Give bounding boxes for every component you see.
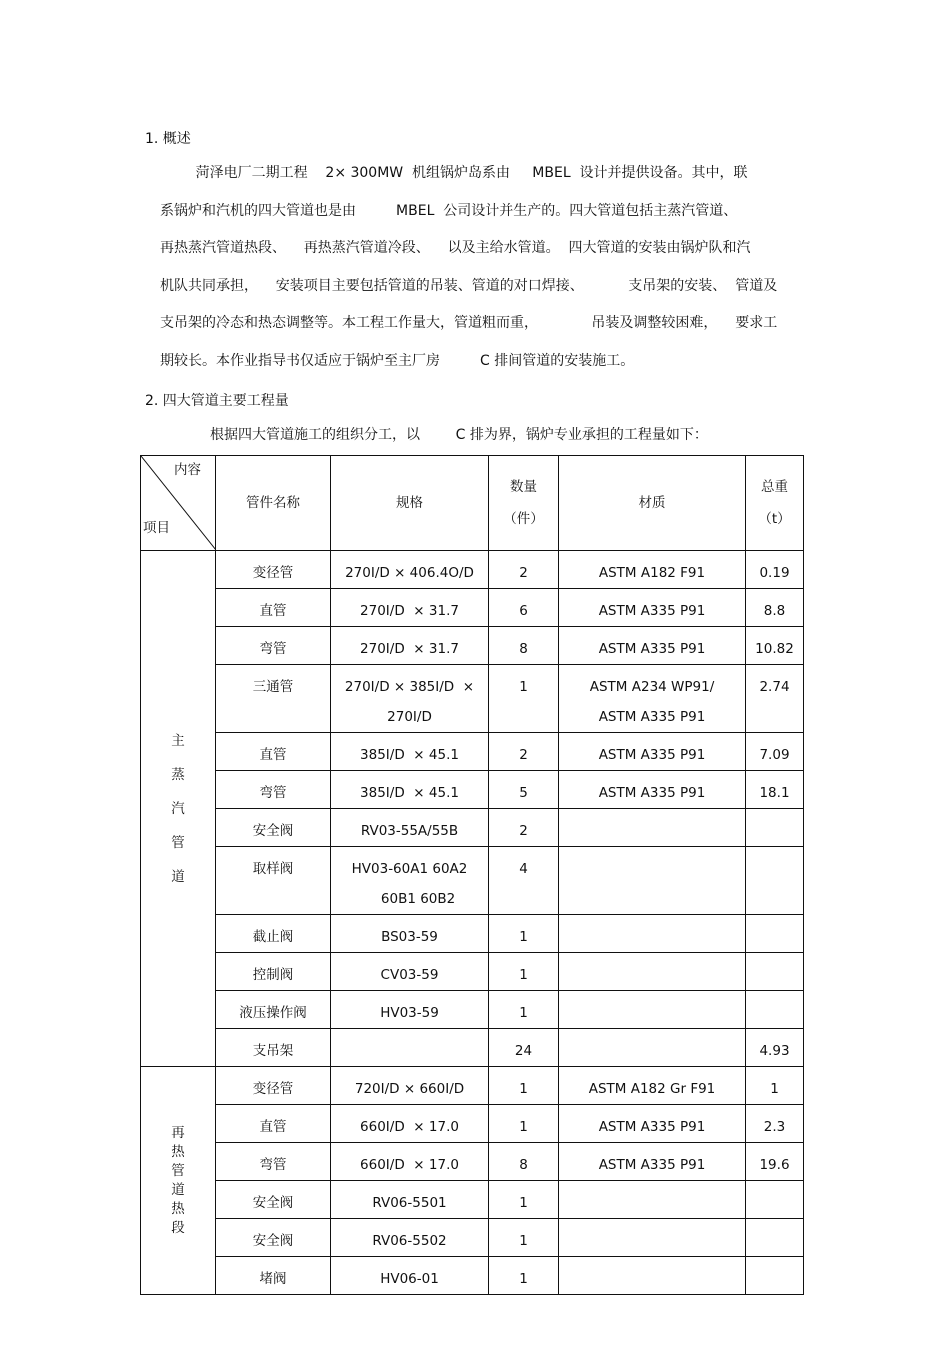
group-reheat-hot-label: 再 热 管 道 热 段 [141,1067,216,1295]
table-row [141,551,804,589]
cell-qty: 1 [489,1181,559,1219]
cell-name: 弯管 [216,627,331,665]
header-weight: 总重 （t） [746,456,804,551]
cell-spec: 270I/D × 31.7 [331,627,489,665]
group-main-steam-label: 主 蒸 汽 管 道 [141,551,216,1067]
cell-name: 安全阀 [216,1181,331,1219]
table-row [141,1105,804,1143]
table-row [141,1143,804,1181]
cell-qty: 1 [489,991,559,1029]
cell-weight: 4.93 [746,1029,804,1067]
cell-weight: 18.1 [746,771,804,809]
cell-spec: RV03-55A/55B [331,809,489,847]
cell-name: 弯管 [216,1143,331,1181]
cell-spec: 270I/D × 385I/D × 270I/D [331,665,489,733]
cell-material: ASTM A335 P91 [559,733,746,771]
cell-spec: 660I/D × 17.0 [331,1143,489,1181]
cell-spec: 720I/D × 660I/D [331,1067,489,1105]
paragraph-line: 菏泽电厂二期工程 2× 300MW 机组锅炉岛系由 MBEL 设计并提供设备。其中，联 [160,165,748,181]
table-row [141,1257,804,1295]
cell-name: 支吊架 [216,1029,331,1067]
cell-weight [746,1181,804,1219]
cell-weight: 0.19 [746,551,804,589]
cell-name: 取样阀 [216,847,331,915]
cell-material [559,953,746,991]
cell-spec: RV06-5501 [331,1181,489,1219]
table-row [141,665,804,733]
table-row [141,1067,804,1105]
cell-name: 直管 [216,733,331,771]
cell-weight [746,915,804,953]
cell-weight: 1 [746,1067,804,1105]
cell-qty: 8 [489,627,559,665]
cell-material: ASTM A335 P91 [559,589,746,627]
cell-spec: 385I/D × 45.1 [331,733,489,771]
cell-spec [331,1029,489,1067]
cell-name: 直管 [216,589,331,627]
cell-qty: 2 [489,733,559,771]
table-row [141,953,804,991]
cell-name: 截止阀 [216,915,331,953]
cell-qty: 6 [489,589,559,627]
cell-name: 三通管 [216,665,331,733]
paragraph-line: 期较长。本作业指导书仅适应于锅炉至主厂房 C 排间管道的安装施工。 [160,352,635,369]
table-row [141,991,804,1029]
cell-weight: 10.82 [746,627,804,665]
corner-cell [141,456,216,551]
cell-weight: 7.09 [746,733,804,771]
cell-weight: 2.3 [746,1105,804,1143]
cell-weight: 19.6 [746,1143,804,1181]
cell-weight [746,809,804,847]
table-row [141,627,804,665]
table-row [141,809,804,847]
cell-qty: 24 [489,1029,559,1067]
quantity-table [140,455,804,1295]
cell-weight [746,1219,804,1257]
cell-qty: 1 [489,1067,559,1105]
table-row [141,1219,804,1257]
cell-material: ASTM A335 P91 [559,771,746,809]
paragraph-line: 机队共同承担， 安装项目主要包括管道的吊装、管道的对口焊接、 支吊架的安装、 管道及 [160,277,778,294]
cell-name: 安全阀 [216,809,331,847]
table-row [141,1181,804,1219]
cell-qty: 1 [489,665,559,733]
cell-name: 堵阀 [216,1257,331,1295]
cell-material: ASTM A335 P91 [559,1105,746,1143]
cell-qty: 5 [489,771,559,809]
table-row [141,915,804,953]
cell-weight [746,953,804,991]
cell-material: ASTM A335 P91 [559,627,746,665]
cell-qty: 4 [489,847,559,915]
table-row [141,589,804,627]
header-spec: 规格 [331,456,489,551]
cell-weight [746,1257,804,1295]
table-row [141,1029,804,1067]
cell-name: 直管 [216,1105,331,1143]
cell-spec: 270I/D × 31.7 [331,589,489,627]
cell-material [559,809,746,847]
overview-paragraph [160,155,805,380]
header-material: 材质 [559,456,746,551]
cell-weight [746,991,804,1029]
table-row [141,771,804,809]
paragraph-line: 再热蒸汽管道热段、 再热蒸汽管道冷段、 以及主给水管道。 四大管道的安装由锅炉队和汽 [160,240,751,256]
cell-name: 弯管 [216,771,331,809]
cell-spec: HV03-60A1 60A2 60B1 60B2 [331,847,489,915]
header-qty: 数量 （件） [489,456,559,551]
cell-material: ASTM A182 F91 [559,551,746,589]
cell-qty: 1 [489,953,559,991]
corner-bottom-label: 项目 [143,520,170,536]
cell-weight: 2.74 [746,665,804,733]
cell-material [559,1257,746,1295]
cell-material [559,1029,746,1067]
cell-qty: 1 [489,1105,559,1143]
cell-material: ASTM A182 Gr F91 [559,1067,746,1105]
cell-material: ASTM A335 P91 [559,1143,746,1181]
cell-qty: 2 [489,809,559,847]
cell-qty: 1 [489,1257,559,1295]
cell-name: 控制阀 [216,953,331,991]
cell-name: 液压操作阀 [216,991,331,1029]
table-header-row [141,456,804,551]
cell-spec: HV03-59 [331,991,489,1029]
paragraph-line: 支吊架的冷态和热态调整等。本工程工作量大，管道粗而重， 吊装及调整较困难， 要求工 [160,315,778,331]
cell-name: 安全阀 [216,1219,331,1257]
header-name: 管件名称 [216,456,331,551]
cell-weight [746,847,804,915]
section-2-heading: 2. 四大管道主要工程量 [145,393,289,409]
cell-spec: 385I/D × 45.1 [331,771,489,809]
cell-spec: CV03-59 [331,953,489,991]
cell-spec: RV06-5502 [331,1219,489,1257]
cell-spec: BS03-59 [331,915,489,953]
cell-material [559,847,746,915]
corner-top-label: 内容 [174,462,201,478]
cell-material [559,1181,746,1219]
cell-qty: 1 [489,1219,559,1257]
cell-name: 变径管 [216,551,331,589]
cell-qty: 2 [489,551,559,589]
cell-spec: 660I/D × 17.0 [331,1105,489,1143]
cell-qty: 8 [489,1143,559,1181]
section-1-heading: 1. 概述 [145,131,191,147]
cell-spec: 270I/D × 406.4O/D [331,551,489,589]
cell-material [559,915,746,953]
table-intro: 根据四大管道施工的组织分工，以 C 排为界，锅炉专业承担的工程量如下： [210,427,708,443]
cell-name: 变径管 [216,1067,331,1105]
cell-spec: HV06-01 [331,1257,489,1295]
cell-material: ASTM A234 WP91/ ASTM A335 P91 [559,665,746,733]
cell-qty: 1 [489,915,559,953]
cell-weight: 8.8 [746,589,804,627]
cell-material [559,1219,746,1257]
cell-material [559,991,746,1029]
table-row [141,847,804,915]
table-row [141,733,804,771]
paragraph-line: 系锅炉和汽机的四大管道也是由 MBEL 公司设计并生产的。四大管道包括主蒸汽管道、 [160,202,738,219]
